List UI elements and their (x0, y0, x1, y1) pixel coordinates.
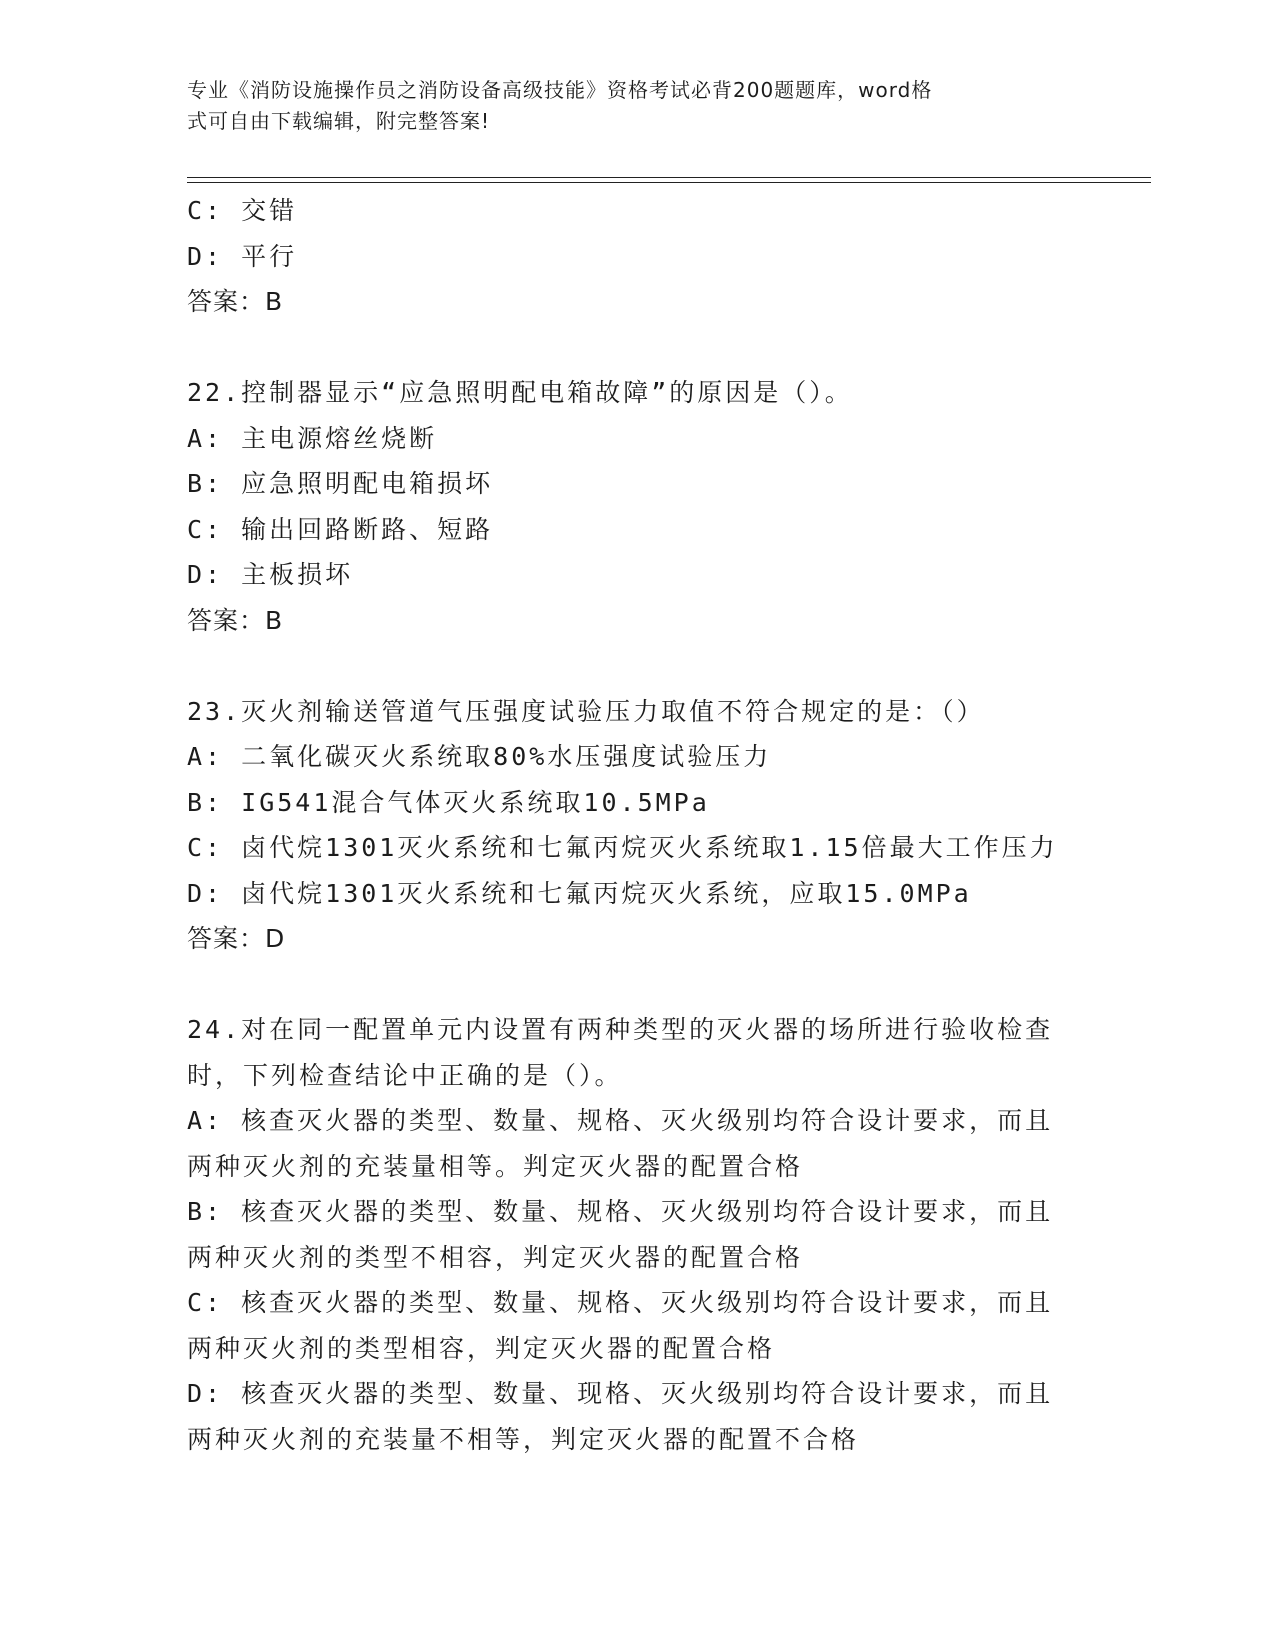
option-d-line-1: D: 核查灭火器的类型、数量、现格、灭火级别均符合设计要求，而且 (187, 1379, 1054, 1408)
answer: 答案：B (187, 605, 284, 635)
header-divider-bottom (187, 182, 1151, 183)
option-d: D: 主板损坏 (187, 560, 354, 589)
option-d: D: 卤代烷1301灭火系统和七氟丙烷灭火系统，应取15.0MPa (187, 878, 972, 908)
option-a-line-1: A: 核查灭火器的类型、数量、规格、灭火级别均符合设计要求，而且 (187, 1106, 1054, 1135)
question-text: 23.灭火剂输送管道气压强度试验压力取值不符合规定的是：（） (187, 696, 985, 726)
option-b-line-2: 两种灭火剂的类型不相容，判定灭火器的配置合格 (187, 1242, 804, 1272)
option-c: C: 交错 (187, 196, 298, 225)
option-c: C: 输出回路断路、短路 (187, 514, 494, 544)
header-divider-top (187, 177, 1151, 178)
option-d: D: 平行 (187, 241, 298, 271)
header-line-1: 专业《消防设施操作员之消防设备高级技能》资格考试必背200题题库，word格 (187, 78, 933, 102)
option-c-line-2: 两种灭火剂的类型相容，判定灭火器的配置合格 (187, 1333, 776, 1363)
header-line-2: 式可自由下载编辑，附完整答案! (187, 109, 491, 133)
option-b: B: IG541混合气体灭火系统取10.5MPa (187, 787, 710, 817)
spacer (187, 325, 1127, 371)
option-d-line-2: 两种灭火剂的充装量不相等，判定灭火器的配置不合格 (187, 1424, 860, 1454)
answer: 答案：B (187, 287, 284, 316)
option-b-line-1: B: 核查灭火器的类型、数量、规格、灭火级别均符合设计要求，而且 (187, 1197, 1054, 1226)
option-c-line-1: C: 核查灭火器的类型、数量、规格、灭火级别均符合设计要求，而且 (187, 1288, 1054, 1317)
question-block-22 (187, 370, 1127, 643)
question-block-23 (187, 689, 1127, 962)
option-a: A: 主电源熔丝烧断 (187, 423, 438, 453)
question-block-21 (187, 188, 1127, 325)
document-header (187, 75, 1087, 137)
option-a-line-2: 两种灭火剂的充装量相等。判定灭火器的配置合格 (187, 1151, 804, 1181)
spacer (187, 643, 1127, 689)
question-text: 22.控制器显示“应急照明配电箱故障”的原因是（）。 (187, 378, 853, 407)
option-c: C: 卤代烷1301灭火系统和七氟丙烷灭火系统取1.15倍最大工作压力 (187, 833, 1058, 862)
option-b: B: 应急照明配电箱损坏 (187, 469, 494, 498)
question-list (187, 188, 1127, 1462)
option-a: A: 二氧化碳灭火系统取80%水压强度试验压力 (187, 742, 772, 771)
question-block-24 (187, 1007, 1127, 1462)
spacer (187, 962, 1127, 1008)
answer: 答案：D (187, 924, 286, 953)
question-text-line-2: 时，下列检查结论中正确的是（）。 (187, 1060, 623, 1090)
question-text-line-1: 24.对在同一配置单元内设置有两种类型的灭火器的场所进行验收检查 (187, 1015, 1054, 1044)
